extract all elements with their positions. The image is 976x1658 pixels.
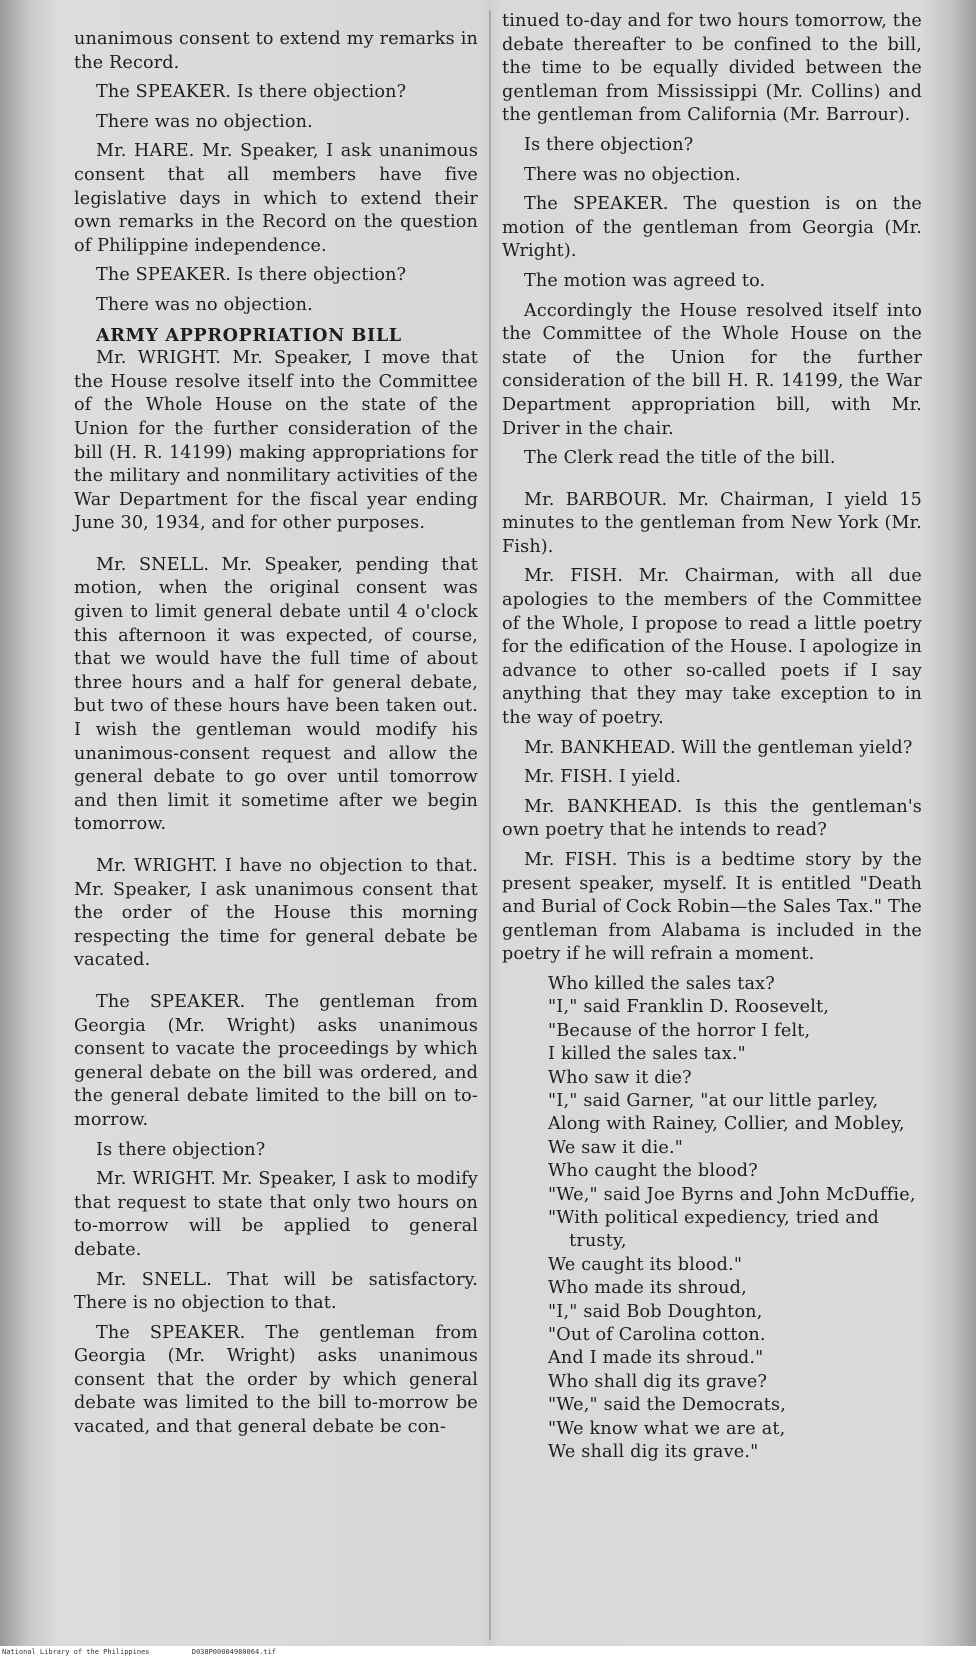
paragraph: Mr. BANKHEAD. Is this the gentleman's own poetry that he intends to read? <box>502 796 922 841</box>
poem-line: "With political expediency, tried and trusty, <box>548 1208 879 1252</box>
paragraph: The SPEAKER. The question is on the motion of the gentleman from Georgia (Mr. Wright). <box>502 194 922 262</box>
poem-line: We caught its blood." <box>548 1254 743 1275</box>
paragraph: Is there objection? <box>524 134 694 155</box>
poem-line: "Out of Carolina cotton. <box>548 1325 766 1346</box>
paragraph: Mr. WRIGHT. Mr. Speaker, I move that the House resolve itself into the Committee of the Whole House on the state of the Union for the further consideration of the bill (H. R. 14199) making appropriations for the military and nonmilitary activities of the War Department for the fiscal year ending June 30, 1934, and for other purposes. <box>74 348 478 534</box>
paragraph: Mr. WRIGHT. I have no objection to that. Mr. Speaker, I ask unanimous consent that the order of the House this morning respecting the time for general debate be vacated. <box>74 856 478 971</box>
paragraph: There was no objection. <box>524 164 741 185</box>
poem-line: "We know what we are at, <box>548 1418 786 1439</box>
paragraph: Mr. FISH. I yield. <box>524 767 682 788</box>
paragraph: The SPEAKER. Is there objection? <box>96 82 407 103</box>
paragraph: Mr. HARE. Mr. Speaker, I ask unanimous consent that all members have five legislative days in which to extend their own remarks in the Record on the question of Philippine independence. <box>74 141 478 256</box>
poem-line: "We," said Joe Byrns and John McDuffie, <box>548 1184 916 1205</box>
paragraph: Accordingly the House resolved itself into the Committee of the Whole House on the state of the Union for the further consideration of the bill H. R. 14199, the War Department appropriation bill, with Mr. Driver in the chair. <box>502 300 922 439</box>
poem-line: Who saw it die? <box>548 1067 692 1088</box>
paragraph: Mr. FISH. This is a bedtime story by the present speaker, myself. It is entitled "Death and Burial of Cock Robin—the Sales Tax." The gentleman from Alabama is included in the poetry if he will refrain a moment. <box>502 850 922 965</box>
paragraph: Mr. SNELL. That will be satisfactory. There is no objection to that. <box>74 1269 478 1314</box>
paragraph: Is there objection? <box>96 1139 266 1160</box>
poem-line: I killed the sales tax." <box>548 1044 746 1065</box>
poem-line: "I," said Bob Doughton, <box>548 1301 763 1322</box>
paragraph: Mr. WRIGHT. Mr. Speaker, I ask to modify that request to state that only two hours on to-morrow will be applied to general debate. <box>74 1169 478 1260</box>
paragraph: Mr. BANKHEAD. Will the gentleman yield? <box>524 737 913 758</box>
paragraph: Mr. SNELL. Mr. Speaker, pending that motion, when the original consent was given to limit general debate until 4 o'clock this afternoon it was expected, of course, that we would have the full time of about three hours and a half for general debate, but two of these hours have been taken out. I wish the gentleman would modify his unanimous-consent request and allow the general debate to go over until tomorrow and then limit it sometime after we begin tomorrow. <box>74 554 478 835</box>
file-name: D038P00004980064.tif <box>191 1648 277 1656</box>
poem-line: Who shall dig its grave? <box>548 1371 768 1392</box>
poem-line: Along with Rainey, Collier, and Mobley, <box>548 1114 905 1135</box>
poem-line: Who killed the sales tax? <box>548 973 775 994</box>
poem <box>502 973 922 1465</box>
poem-line: "Because of the horror I felt, <box>548 1020 811 1041</box>
poem-line: "I," said Garner, "at our little parley, <box>548 1091 879 1111</box>
poem-line: "We," said the Democrats, <box>548 1395 787 1416</box>
poem-line: We shall dig its grave." <box>548 1442 759 1463</box>
paragraph: tinued to-day and for two hours tomorrow, the debate thereafter to be confined to the bill, the time to be equally divided between the gentleman from Mississippi (Mr. Collins) and the gentleman from California (Mr. Barrour). <box>502 11 922 126</box>
paragraph: Mr. FISH. Mr. Chairman, with all due apologies to the members of the Committee of the Whole, I propose to read a little poetry for the edification of the House. I apologize in advance to other so-called poets if I say anything that they may take exception to in the way of poetry. <box>502 566 922 729</box>
library-label: National Library of the Philippines <box>2 1648 150 1656</box>
paragraph: The SPEAKER. The gentleman from Georgia (Mr. Wright) asks unanimous consent that the order by which general debate was limited to the bill to-morrow be vacated, and that general debate be con- <box>74 1322 478 1438</box>
section-heading: ARMY APPROPRIATION BILL <box>96 324 402 346</box>
poem-line: Who caught the blood? <box>548 1161 758 1182</box>
paragraph: The Clerk read the title of the bill. <box>524 448 836 469</box>
scan-footer <box>0 1646 976 1658</box>
paragraph: There was no objection. <box>96 111 313 132</box>
poem-line: We saw it die." <box>548 1137 684 1158</box>
poem-line: And I made its shroud." <box>548 1348 764 1369</box>
paragraph: The SPEAKER. Is there objection? <box>96 265 407 286</box>
paragraph: There was no objection. <box>96 294 313 315</box>
paragraph: The SPEAKER. The gentleman from Georgia (Mr. Wright) asks unanimous consent to vacate the proceedings by which general debate on the bill was ordered, and the general debate limited to the bill on to-morrow. <box>74 991 478 1130</box>
paragraph: Mr. BARBOUR. Mr. Chairman, I yield 15 minutes to the gentleman from New York (Mr. Fish). <box>502 489 922 557</box>
poem-line: "I," said Franklin D. Roosevelt, <box>548 997 830 1018</box>
paragraph: The motion was agreed to. <box>524 270 766 291</box>
right-column <box>490 0 930 1640</box>
paragraph: unanimous consent to extend my remarks in the Record. <box>74 29 478 73</box>
left-column <box>68 0 488 1640</box>
poem-line: Who made its shroud, <box>548 1278 747 1299</box>
